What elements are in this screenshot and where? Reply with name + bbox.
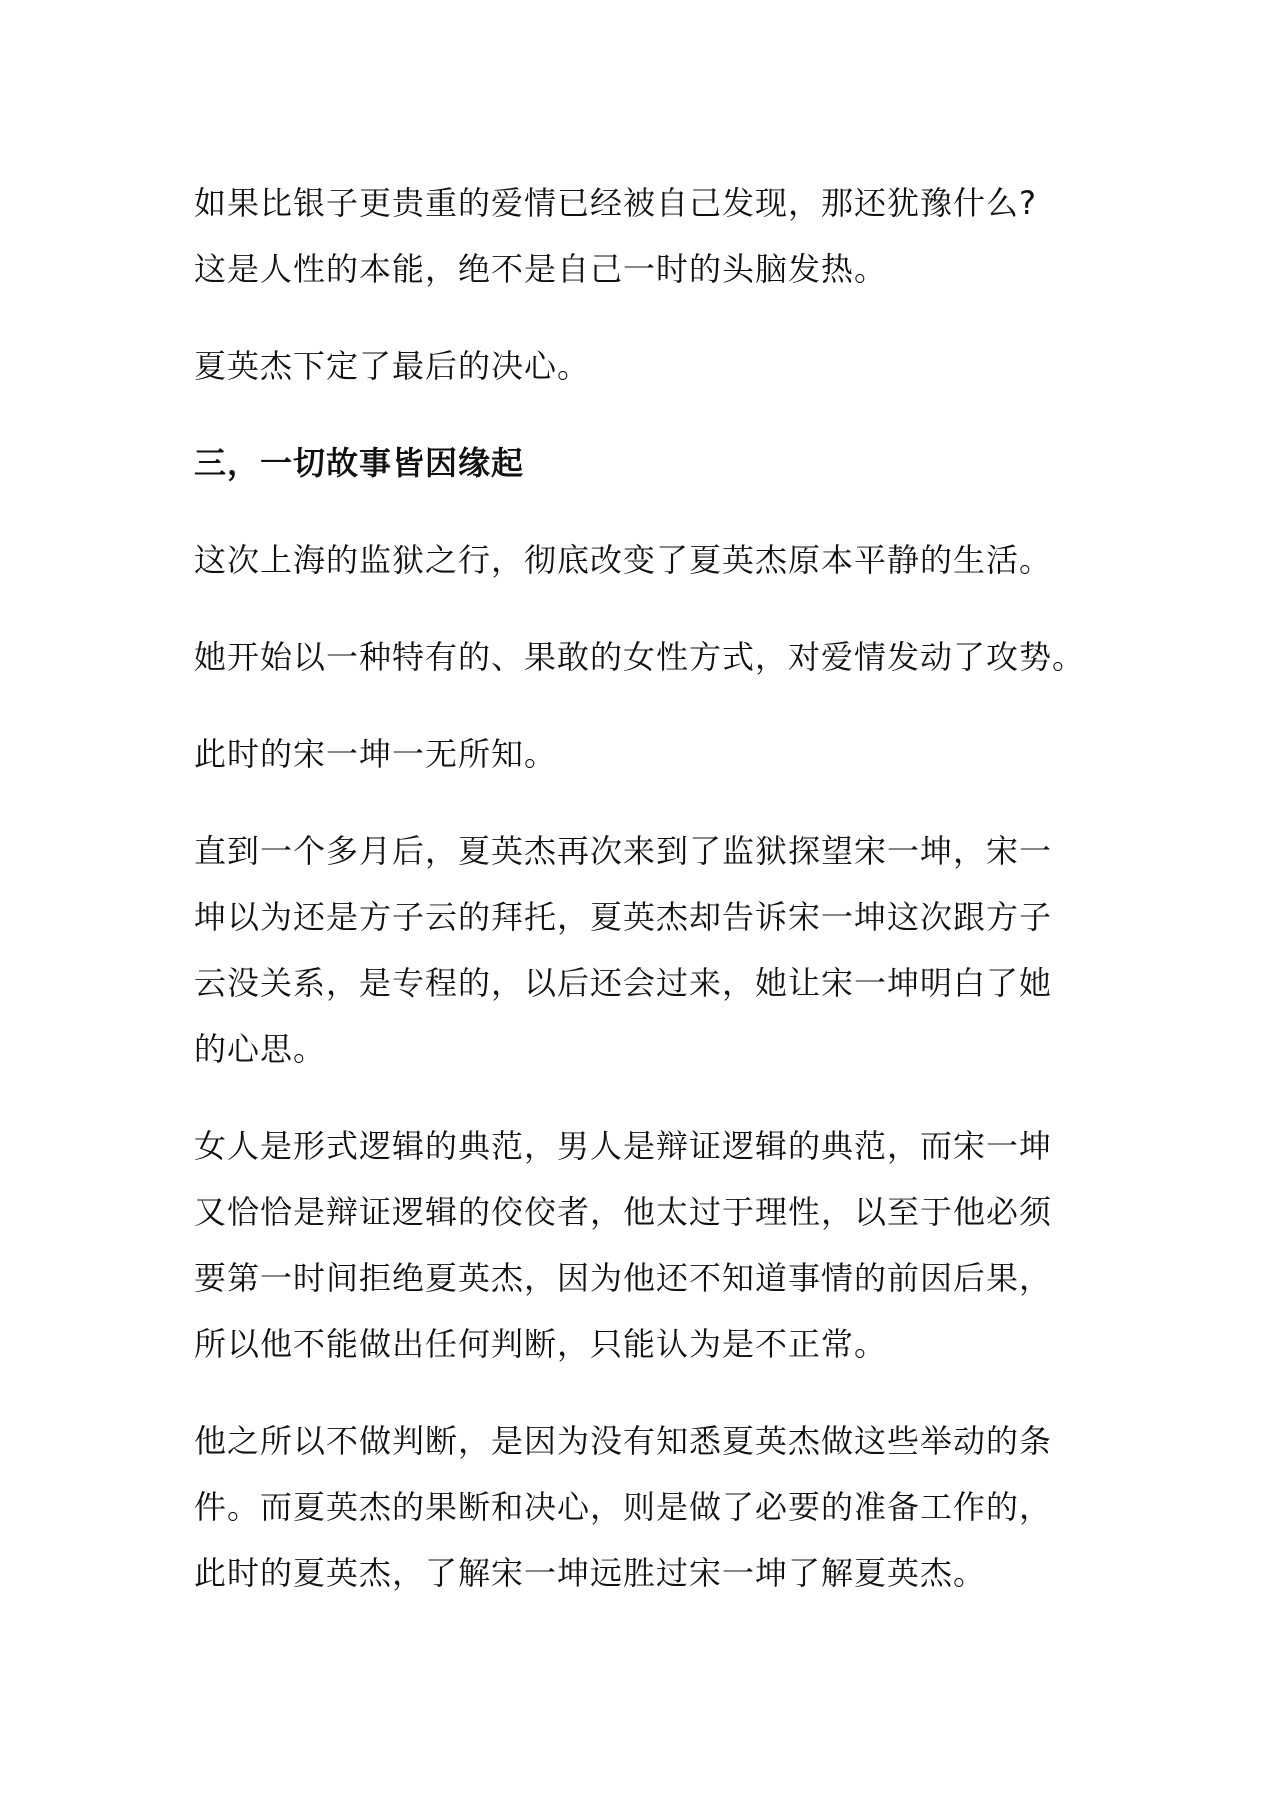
text-line: 件。而夏英杰的果断和决心，则是做了必要的准备工作的，	[194, 1488, 1053, 1526]
paragraph-2	[194, 333, 1084, 399]
text-line: 此时的宋一坤一无所知。	[194, 735, 558, 773]
text-line: 直到一个多月后，夏英杰再次来到了监狱探望宋一坤，宋一	[194, 832, 1053, 870]
text-line: 他之所以不做判断，是因为没有知悉夏英杰做这些举动的条	[194, 1422, 1053, 1460]
paragraph-8	[194, 1408, 1084, 1606]
text-line: 这次上海的监狱之行，彻底改变了夏英杰原本平静的生活。	[194, 541, 1053, 579]
text-line: 又恰恰是辩证逻辑的佼佼者，他太过于理性，以至于他必须	[194, 1193, 1053, 1231]
text-line: 女人是形式逻辑的典范，男人是辩证逻辑的典范，而宋一坤	[194, 1127, 1053, 1165]
paragraph-3	[194, 527, 1084, 593]
document-page	[194, 170, 1084, 1606]
paragraph-5	[194, 721, 1084, 787]
text-line: 坤以为还是方子云的拜托，夏英杰却告诉宋一坤这次跟方子	[194, 898, 1053, 936]
section-heading: 三，一切故事皆因缘起	[194, 444, 525, 482]
text-line: 此时的夏英杰，了解宋一坤远胜过宋一坤了解夏英杰。	[194, 1554, 987, 1592]
text-line: 的心思。	[194, 1030, 327, 1068]
text-line: 夏英杰下定了最后的决心。	[194, 347, 591, 385]
text-line: 她开始以一种特有的、果敢的女性方式，对爱情发动了攻势。	[194, 638, 1086, 676]
paragraph-4	[194, 624, 1084, 690]
text-line: 云没关系，是专程的，以后还会过来，她让宋一坤明白了她	[194, 964, 1053, 1002]
text-line: 所以他不能做出任何判断，只能认为是不正常。	[194, 1325, 888, 1363]
paragraph-6	[194, 818, 1084, 1082]
text-line: 这是人性的本能，绝不是自己一时的头脑发热。	[194, 250, 888, 288]
text-line: 如果比银子更贵重的爱情已经被自己发现，那还犹豫什么?	[194, 184, 1037, 222]
paragraph-7	[194, 1113, 1084, 1377]
paragraph-1	[194, 170, 1084, 302]
text-line: 要第一时间拒绝夏英杰，因为他还不知道事情的前因后果，	[194, 1259, 1053, 1297]
